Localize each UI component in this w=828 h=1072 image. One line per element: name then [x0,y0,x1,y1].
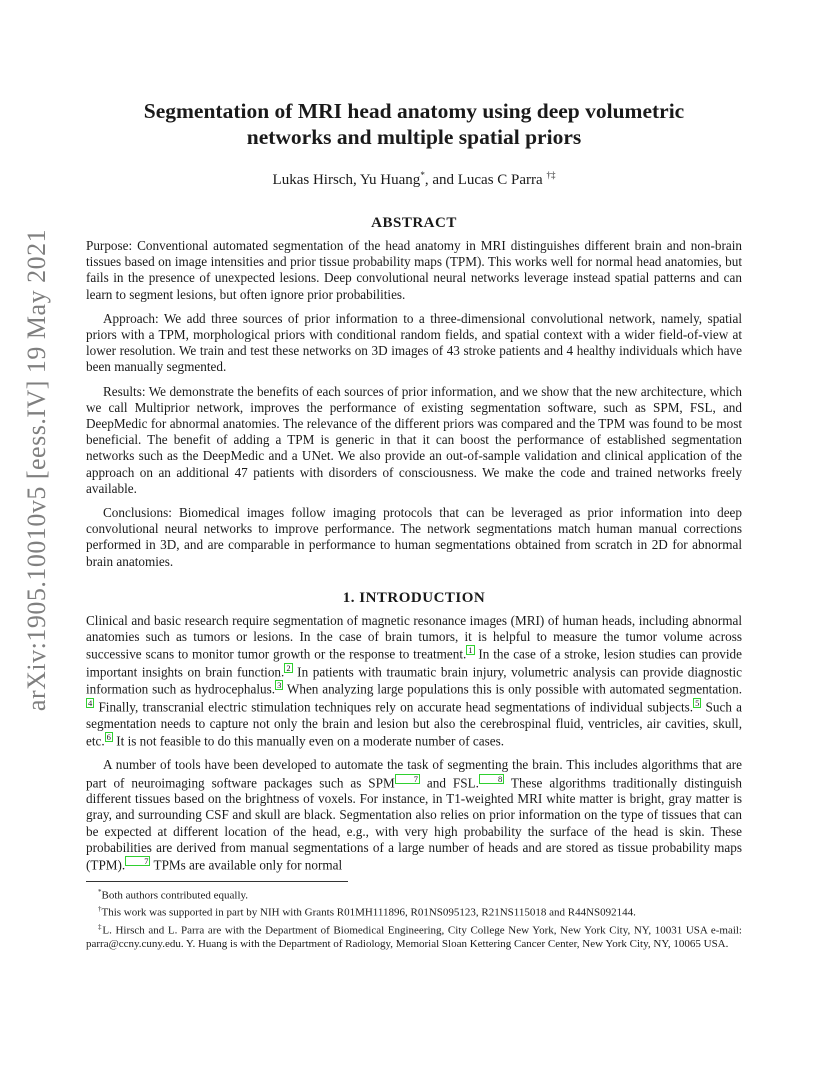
citation-link[interactable]: 6 [106,731,111,742]
citation-link[interactable]: 5 [695,698,700,709]
abstract-approach: Approach: We add three sources of prior information to a three-dimensional convolutional network, namely, spatial priors with a TPM, morphological priors with conditional random fields, and spatial context with a wider field-of-view at lower resolution. We train and test these networks on 3D images of 43 stroke patients and 4 healthy individuals which have been manually segmented. [86,310,742,375]
intro-p1-text-2: In the case of a stroke, lesion studies can provide important insights on brain function. [86,646,742,680]
citation-link[interactable]: 1 [468,645,473,656]
footnote-mark: † [98,905,102,914]
abstract-results: Results: We demonstrate the benefits of each sources of prior information, and we show that the new architecture, which we call Multiprior network, improves the performance of existing segmentation software, such as SPM, FSL, and DeepMedic for abnormal anatomies. The relevance of the different priors was compared and the TPM was found to be most beneficial. The benefit of adding a TPM is generic in that it can boost the performance of established segmentation networks such as the DeepMedic and a UNet. We also provide an out-of-sample validation and clinical application of the approach on an additional 47 patients with disorders of consciousness. We make the code and trained networks freely available. [86,383,742,496]
authors-mark-affil: †‡ [546,170,556,180]
title-line-1: Segmentation of MRI head anatomy using deep volumetric [143,99,685,123]
intro-p2-text-1: A number of tools have been developed to automate the task of segmenting the brain. This includes algorithms that are part of neuroimaging software packages such as SPM [86,757,742,791]
footnote-affiliations [86,921,742,952]
footnote-text: L. Hirsch and L. Parra are with the Department of Biomedical Engineering, City College New York, New York City, NY, 10031 USA e-mail: parra@ccny.cuny.edu. Y. Huang is with the Department of Radiology, Memorial Sloan Kettering Cancer Center, New York City, NY, 10065 USA. [86,924,742,951]
arxiv-identifier-text: arXiv:1905.10010v5 [eess.IV] 19 May 2021 [22,228,51,712]
intro-p1-text-3: In patients with traumatic brain injury, volumetric analysis can provide diagnostic information such as hydrocephalus. [86,664,743,697]
authors-mark-equal: * [420,170,425,180]
footnote-text: Both authors contributed equally. [101,889,249,902]
citation-link[interactable]: 2 [286,662,291,673]
abstract-section [86,215,742,570]
abstract-heading: ABSTRACT [371,215,457,231]
intro-p2-text-2: and FSL. [419,775,479,791]
citation-link[interactable]: 7 [125,856,150,866]
authors-mid: , and Lucas C Parra [424,172,547,188]
intro-p2-text-4: TPMs are available only for normal [150,857,343,873]
intro-paragraph-1 [86,613,742,750]
intro-p2-text-3: These algorithms traditionally distinguish different tissues based on the brightness of voxels. For instance, in T1-weighted MRI white matter is bright, gray matter is gray, and surrounding CSF and skull are black. Segmentation also relies on prior information on the type of tissues that can be expected at different location of the head, e.g., with very high probability the surface of the head is skin. These probabilities are derived from manual segmentations of a large number of heads and are stored as tissue probability maps (TPM). [86,775,743,873]
intro-p1-text-5: Finally, transcranial electric stimulation techniques rely on accurate head segmentations of individual subjects. [94,699,694,715]
arxiv-side-identifier [22,228,52,712]
introduction-section [86,590,742,874]
intro-p1-text-4: When analyzing large populations this is only possible with automated segmentation. [283,681,742,697]
footnote-mark: ‡ [98,922,103,931]
footnote-mark: * [98,888,102,896]
author-list [86,170,742,189]
paper-title [86,98,742,150]
intro-p1-text-7: It is not feasible to do this manually even on a moderate number of cases. [112,733,505,749]
footnote-funding [86,903,742,920]
footnote-equal-contribution [86,886,742,903]
citation-link[interactable]: 7 [395,774,420,784]
footnote-text: This work was supported in part by NIH with Grants R01MH111896, R01NS095123, R21NS115018 and R44NS092144. [101,907,636,920]
intro-paragraph-2 [86,757,742,873]
abstract-purpose: Purpose: Conventional automated segmentation of the head anatomy in MRI distinguishes different brain and non-brain tissues based on image intensities and prior tissue probability maps (TPM). This works well for normal head anatomies, but fails in the presence of unexpected lesions. Deep convolutional neural networks leverage instead spatial patterns and can learn to segment lesions, but often ignore prior probabilities. [86,238,742,302]
title-line-2: networks and multiple spatial priors [246,125,582,149]
citation-link[interactable]: 8 [479,774,504,784]
footnotes-section [86,886,742,952]
citation-link[interactable]: 4 [88,698,93,709]
intro-p1-text-1: Clinical and basic research require segmentation of magnetic resonance images (MRI) of human heads, including abnormal anatomies such as tumors or lesions. In the case of brain tumors, it is helpful to measure the tumor volume across successive scans to monitor tumor growth or the response to treatment. [86,612,742,662]
main-content [86,98,742,874]
authors-text: Lukas Hirsch, Yu Huang [272,172,421,188]
intro-p1-text-6: Such a segmentation needs to capture not only the brain and lesion but also the cerebrospinal fluid, ventricles, air cavities, skull, etc. [86,699,743,749]
citation-link[interactable]: 3 [277,680,282,691]
introduction-heading: 1. INTRODUCTION [342,589,486,606]
footnote-divider [86,881,348,882]
abstract-conclusions: Conclusions: Biomedical images follow imaging protocols that can be leveraged as prior information into deep convolutional neural networks to improve performance. The network segmentations match human manual corrections performed in 3D, and are comparable in performance to human segmentations obtained from scratch in 2D for abnormal brain anatomies. [86,505,742,569]
